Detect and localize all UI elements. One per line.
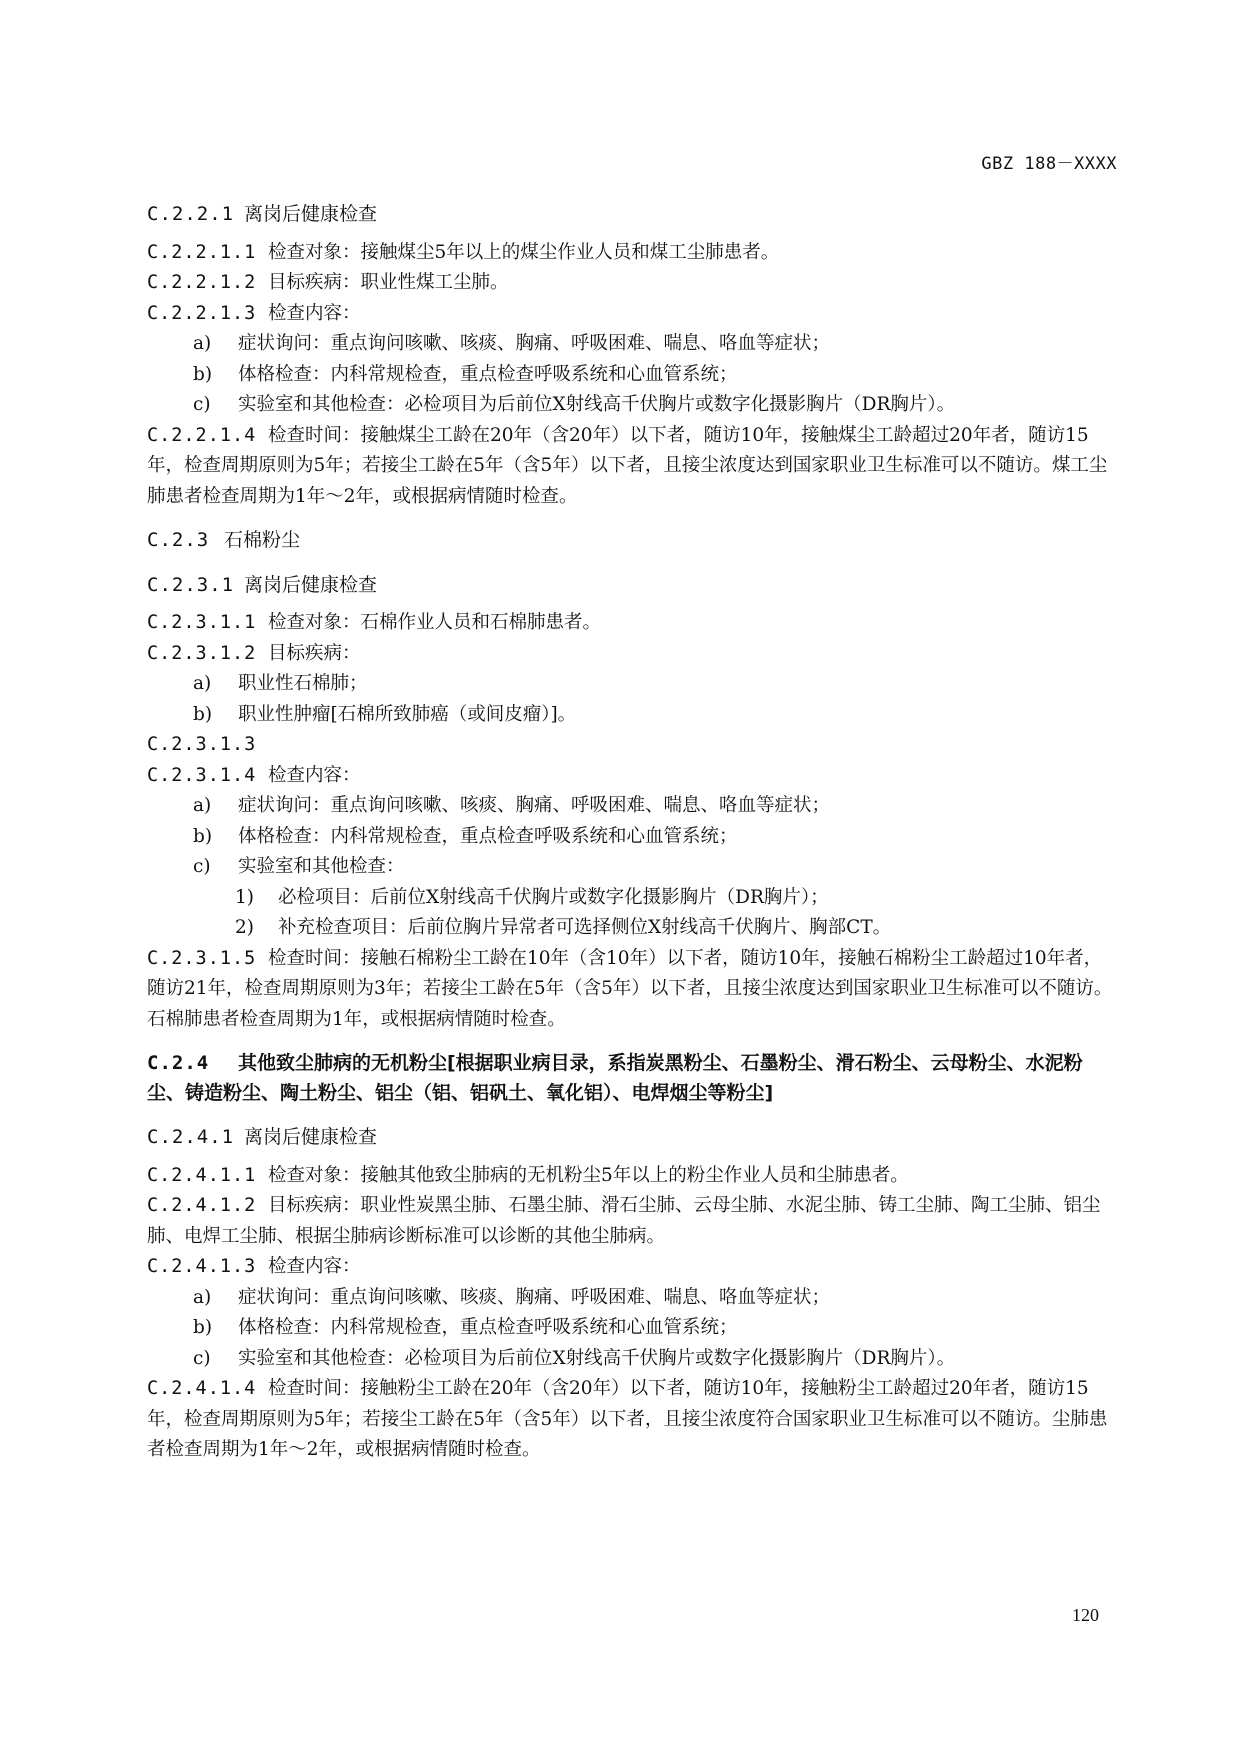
section-title: 离岗后健康检查 [244,573,378,596]
list-marker: b) [193,363,213,385]
clause [147,1374,1117,1466]
list-marker: c) [193,1347,211,1369]
section-number: C.2.2.1 [147,203,235,225]
section-number: C.2.4.1 [147,1126,235,1148]
list-item-text: 必检项目：后前位X射线高千伏胸片或数字化摄影胸片（DR胸片）； [278,886,829,908]
list-item-text: 症状询问：重点询问咳嗽、咳痰、胸痛、呼吸困难、喘息、咯血等症状； [238,1286,831,1308]
section-title: 其他致尘肺病的无机粉尘[根据职业病目录，系指炭黑粉尘、石墨粉尘、滑石粉尘、云母粉尘、水泥粉尘、铸造粉尘、陶土粉尘、铝尘（铝、铝矾土、氧化铝）、电焊烟尘等粉尘] [147,1052,1083,1104]
list-item [147,1344,1117,1375]
clause-text: 目标疾病：职业性煤工尘肺。 [268,272,509,293]
list-marker: a) [193,795,212,816]
list-marker: 2) [235,917,254,938]
list-item [147,1283,1117,1314]
list-item-text: 实验室和其他检查： [238,856,405,877]
section-heading [147,570,1117,601]
list-item-text: 职业性肿瘤[石棉所致肺癌（或间皮瘤）]。 [238,703,577,725]
clause-number: C.2.4.1.3 [147,1256,257,1277]
section-title: 石棉粉尘 [224,529,301,551]
clause [147,1252,1117,1283]
list-item-text: 实验室和其他检查：必检项目为后前位X射线高千伏胸片或数字化摄影胸片（DR胸片）。 [238,1347,956,1369]
list-item-text: 补充检查项目：后前位胸片异常者可选择侧位X射线高千伏胸片、胸部CT。 [278,917,892,938]
clause-number: C.2.3.1.3 [147,734,257,755]
clause [147,268,1117,299]
list-item [147,360,1117,391]
list-marker: b) [193,1317,213,1338]
standard-code-header: GBZ 188－XXXX [981,154,1117,174]
list-item [147,669,1117,700]
section-number: C.2.3.1 [147,573,235,596]
clause [147,299,1117,330]
list-item-text: 体格检查：内科常规检查，重点检查呼吸系统和心血管系统； [238,1317,738,1338]
section-heading [147,199,1117,230]
clause-number: C.2.2.1.4 [147,424,257,446]
clause-number: C.2.3.1.2 [147,642,257,664]
clause [147,730,1117,761]
clause [147,238,1117,269]
list-item [147,791,1117,822]
document-body [147,199,1117,1466]
clause-text: 目标疾病：职业性炭黑尘肺、石墨尘肺、滑石尘肺、云母尘肺、水泥尘肺、铸工尘肺、陶工尘肺、铝尘肺、电焊工尘肺、根据尘肺病诊断标准可以诊断的其他尘肺病。 [147,1195,1101,1247]
clause [147,761,1117,792]
clause-number: C.2.4.1.2 [147,1195,257,1216]
section-number: C.2.4 [147,1052,210,1074]
clause-number: C.2.3.1.5 [147,947,257,969]
list-item-text: 实验室和其他检查：必检项目为后前位X射线高千伏胸片或数字化摄影胸片（DR胸片）。 [238,394,956,415]
list-item-text: 职业性石棉肺； [238,673,368,694]
section-heading [147,525,1117,556]
clause-number: C.2.4.1.1 [147,1164,257,1186]
list-marker: a) [193,1286,212,1308]
clause-text: 检查内容： [268,1256,361,1277]
clause-text: 检查对象：接触其他致尘肺病的无机粉尘5年以上的粉尘作业人员和尘肺患者。 [268,1164,909,1186]
list-item [147,390,1117,421]
clause-text: 检查对象：接触煤尘5年以上的煤尘作业人员和煤工尘肺患者。 [268,241,780,263]
list-marker: b) [193,703,213,725]
list-item-text: 体格检查：内科常规检查，重点检查呼吸系统和心血管系统； [238,363,738,385]
section-heading [147,1048,1117,1108]
list-marker: a) [193,333,212,354]
clause-number: C.2.2.1.1 [147,241,257,263]
section-title: 离岗后健康检查 [244,1126,378,1148]
clause [147,421,1117,513]
list-item [147,822,1117,853]
list-marker: c) [193,856,211,877]
clause [147,639,1117,670]
clause-text: 检查对象：石棉作业人员和石棉肺患者。 [268,612,602,633]
list-item-text: 体格检查：内科常规检查，重点检查呼吸系统和心血管系统； [238,825,738,847]
sub-list-item [147,883,1117,914]
clause-text: 检查时间：接触粉尘工龄在20年（含20年）以下者，随访10年，接触粉尘工龄超过20年者，随访15年，检查周期原则为5年；若接尘工龄在5年（含5年）以下者，且接尘浓度符合国家职业卫生标准可以不随访。尘肺患者检查周期为1年～2年，或根据病情随时检查。 [147,1378,1108,1460]
list-item [147,329,1117,360]
clause-text: 检查内容： [268,302,361,324]
clause-number: C.2.2.1.3 [147,302,257,324]
clause-number: C.2.3.1.4 [147,764,257,786]
list-marker: b) [193,825,213,847]
clause-text: 检查时间：接触煤尘工龄在20年（含20年）以下者，随访10年，接触煤尘工龄超过20年者，随访15年，检查周期原则为5年；若接尘工龄在5年（含5年）以下者，且接尘浓度达到国家职业卫生标准可以不随访。煤工尘肺患者检查周期为1年～2年，或根据病情随时检查。 [147,424,1108,507]
clause-text: 检查时间：接触石棉粉尘工龄在10年（含10年）以下者，随访10年，接触石棉粉尘工龄超过10年者，随访21年，检查周期原则为3年；若接尘工龄在5年（含5年）以下者，且接尘浓度达到国家职业卫生标准可以不随访。石棉肺患者检查周期为1年，或根据病情随时检查。 [147,947,1113,1030]
clause-text: 检查内容： [268,764,361,786]
clause [147,1191,1117,1252]
list-item-text: 症状询问：重点询问咳嗽、咳痰、胸痛、呼吸困难、喘息、咯血等症状； [238,333,831,354]
section-title: 离岗后健康检查 [244,203,378,225]
list-marker: c) [193,394,211,415]
clause [147,608,1117,639]
section-heading [147,1122,1117,1153]
sub-list-item [147,913,1117,944]
list-item-text: 症状询问：重点询问咳嗽、咳痰、胸痛、呼吸困难、喘息、咯血等症状； [238,795,831,816]
clause-number: C.2.4.1.4 [147,1378,257,1399]
clause-text: 目标疾病： [268,642,361,664]
section-number: C.2.3 [147,529,210,551]
list-marker: a) [193,673,212,694]
clause-number: C.2.2.1.2 [147,272,257,293]
clause [147,944,1117,1036]
page-number: 120 [1072,1605,1099,1625]
clause [147,1161,1117,1192]
list-item [147,700,1117,731]
list-item [147,1313,1117,1344]
clause-number: C.2.3.1.1 [147,612,257,633]
list-marker: 1) [235,886,254,908]
list-item [147,852,1117,883]
